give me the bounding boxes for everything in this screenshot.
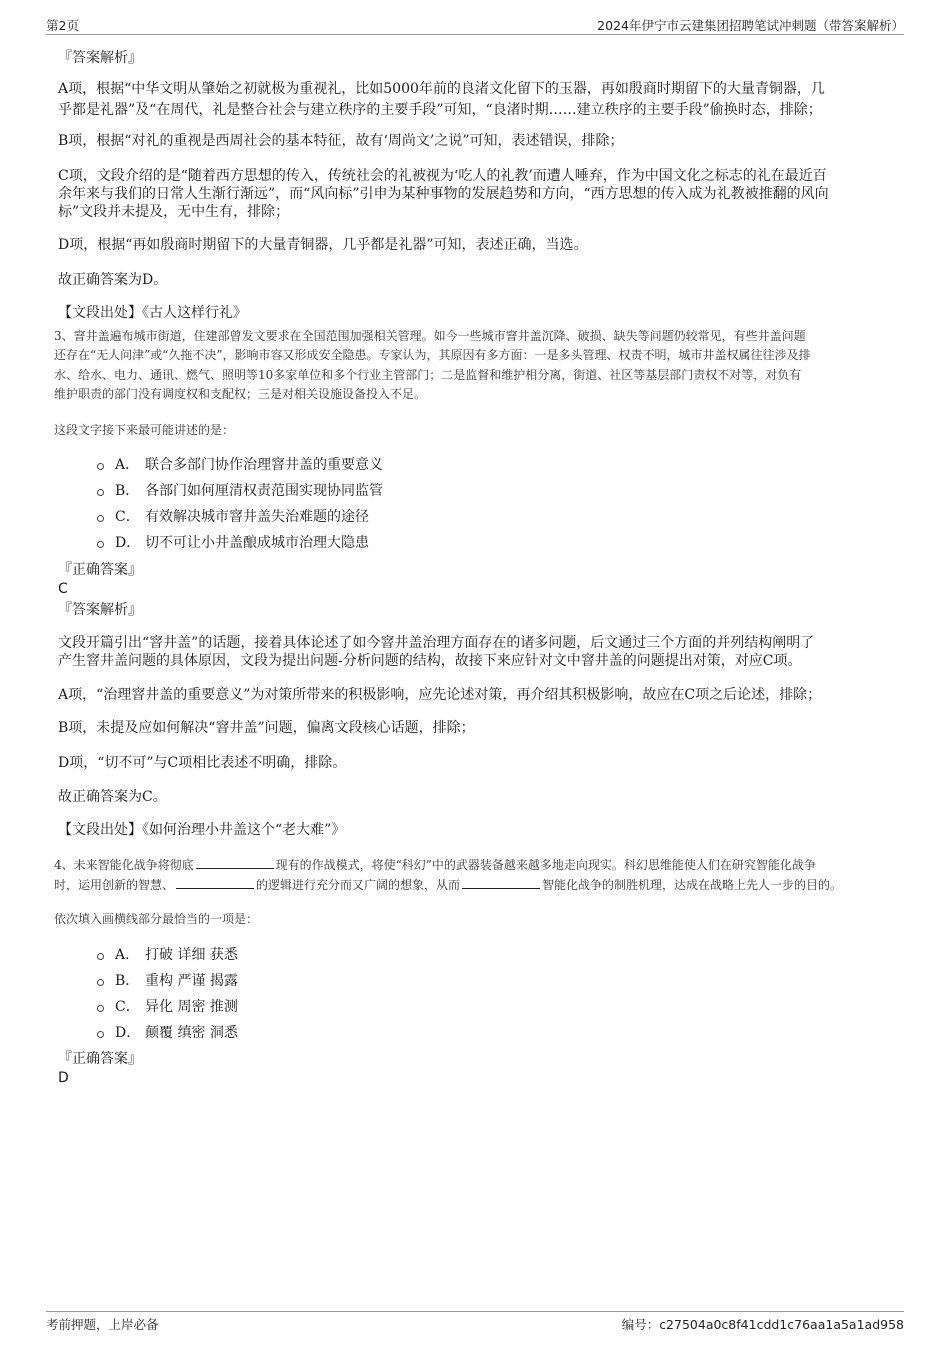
q4-option-d-radio[interactable]: [97, 1031, 104, 1038]
document-title: 2024年伊宁市云建集团招聘笔试冲刺题（带答案解析）: [597, 18, 904, 33]
q4-stem-text: 4、未来智能化战争将彻底: [54, 858, 194, 872]
q4-option-d-letter: D．: [115, 1025, 141, 1041]
q3-answer-heading: 『正确答案』: [58, 562, 142, 578]
q4-option-b-letter: B．: [115, 973, 140, 989]
q3-option-c-radio[interactable]: [97, 515, 104, 522]
q3-option-b-radio[interactable]: [97, 489, 104, 496]
q4-blank-2: [176, 876, 254, 889]
q3-stem-line-4: 维护职责的部门没有调度权和支配权；三是对相关设施设备投入不足。: [54, 387, 427, 401]
q2-analysis-c-line-3: 标”文段并未提及，无中生有，排除；: [58, 204, 290, 220]
q2-conclusion: 故正确答案为D。: [58, 272, 168, 288]
q4-answer: D: [58, 1070, 69, 1086]
q3-stem-line-3: 水、给水、电力、通讯、燃气、照明等10多家单位和多个行业主管部门；二是监督和维护相分离，街道、社区等基层部门责权不对等，对负有: [54, 368, 802, 382]
q3-conclusion: 故正确答案为C。: [58, 789, 167, 805]
page-footer: [46, 1311, 904, 1334]
document-code: 编号：c27504a0c8f41cdd1c76aa1a5a1ad958: [621, 1317, 904, 1332]
q4-option-b-text: 重构 严谨 揭露: [145, 973, 238, 989]
q2-analysis-b: B项，根据“对礼的重视是西周社会的基本特征，故有‘周尚文’之说”可知，表述错误，排除；: [58, 133, 624, 149]
page-number: 第2页: [46, 18, 79, 33]
q4-option-c-text: 异化 周密 推测: [145, 999, 238, 1015]
q4-blank-1: [196, 856, 274, 869]
q3-option-d-letter: D．: [115, 535, 141, 551]
q4-options: [96, 945, 596, 1045]
q4-blank-3: [462, 876, 540, 889]
q3-analysis-d: D项，“切不可”与C项相比表述不明确，排除。: [58, 755, 347, 771]
q4-stem-text: 智能化战争的制胜机理，达成在战略上先人一步的目的。: [542, 878, 843, 892]
page-header: [46, 14, 904, 35]
q3-option-d-radio[interactable]: [97, 541, 104, 548]
q4-option-a-text: 打破 详细 获悉: [145, 947, 238, 963]
q3-analysis-a: A项，“治理窨井盖的重要意义”为对策所带来的积极影响，应先论述对策，再介绍其积极影响，故应在C项之后论述，排除；: [58, 687, 822, 703]
q3-option-c-letter: C．: [115, 509, 140, 525]
q3-prompt: 这段文字接下来最可能讲述的是：: [54, 423, 235, 437]
q3-option-b-letter: B．: [115, 483, 140, 499]
q4-option-c-letter: C．: [115, 999, 140, 1015]
q4-option-a-letter: A．: [115, 947, 140, 963]
q3-answer: C: [58, 581, 68, 597]
q3-stem-line-2: 还存在“无人问津”或“久拖不决”，影响市容又形成安全隐患。专家认为，其原因有多方面：一是多头管理、权责不明，城市井盖权属往往涉及排: [54, 348, 811, 362]
q3-analysis-line-1: 文段开篇引出“窨井盖”的话题，接着具体论述了如今窨井盖治理方面存在的诸多问题，后文通过三个方面的并列结构阐明了: [58, 635, 815, 651]
q3-option-a-radio[interactable]: [97, 463, 104, 470]
q3-option-a-letter: A．: [115, 457, 140, 473]
q4-option-c-radio[interactable]: [97, 1005, 104, 1012]
q3-source: 【文段出处】《如何治理小井盖这个“老大难”》: [58, 822, 346, 838]
q3-analysis-line-2: 产生窨井盖问题的具体原因，文段为提出问题-分析问题的结构，故接下来应针对文中窨井盖的问题提出对策，对应C项。: [58, 653, 802, 669]
q4-stem-line-2: [54, 876, 842, 894]
q2-analysis-d: D项，根据“再如殷商时期留下的大量青铜器，几乎都是礼器”可知，表述正确，当选。: [58, 237, 588, 253]
q4-stem-text: 现有的作战模式，将使“科幻”中的武器装备越来越多地走向现实。科幻思维能使人们在研究智能化战争: [275, 858, 816, 872]
q2-analysis-a-line-1: A项，根据“中华文明从肇始之初就极为重视礼，比如5000年前的良渚文化留下的玉器，再如殷商时期留下的大量青铜器，几: [58, 81, 825, 97]
q2-source: 【文段出处】《古人这样行礼》: [58, 305, 247, 321]
q4-option-a-radio[interactable]: [97, 953, 104, 960]
q2-analysis-heading: 『答案解析』: [58, 50, 142, 66]
q2-analysis-c-line-1: C项，文段介绍的是“随着西方思想的传入，传统社会的礼被视为‘吃人的礼教’而遭人唾弃，作为中国文化之标志的礼在最近百: [58, 168, 827, 184]
q3-option-d-text: 切不可让小井盖酿成城市治理大隐患: [145, 535, 369, 551]
q4-answer-heading: 『正确答案』: [58, 1051, 142, 1067]
q2-analysis-a-line-2: 乎都是礼器”及“在周代，礼是整合社会与建立秩序的主要手段”可知，“良渚时期……建立秩序的主要手段”偷换时态，排除；: [58, 102, 822, 118]
q3-stem-line-1: 3、窨井盖遍布城市街道，住建部曾发文要求在全国范围加强相关管理。如今一些城市窨井盖沉降、破损、缺失等问题仍较常见，有些井盖问题: [54, 329, 806, 343]
q3-option-c-text: 有效解决城市窨井盖失治难题的途径: [145, 509, 369, 525]
q3-option-b-text: 各部门如何厘清权责范围实现协同监管: [145, 483, 383, 499]
q4-stem-text: 的逻辑进行充分而又广阔的想象，从而: [256, 878, 461, 892]
q4-stem-line-1: [54, 856, 816, 874]
q4-option-b-radio[interactable]: [97, 979, 104, 986]
q4-prompt: 依次填入画横线部分最恰当的一项是：: [54, 912, 259, 926]
q3-analysis-heading: 『答案解析』: [58, 602, 142, 618]
q3-options: [96, 455, 596, 555]
q4-option-d-text: 颠覆 缜密 洞悉: [145, 1025, 238, 1041]
q3-analysis-b: B项，未提及应如何解决“窨井盖”问题，偏离文段核心话题，排除；: [58, 720, 475, 736]
footer-slogan: 考前押题，上岸必备: [46, 1317, 159, 1332]
q2-analysis-c-line-2: 余年来与我们的日常人生渐行渐远”，而“风向标”引申为某种事物的发展趋势和方向，“西方思想的传入成为礼教被推翻的风向: [58, 186, 829, 202]
q3-option-a-text: 联合多部门协作治理窨井盖的重要意义: [145, 457, 383, 473]
q4-stem-text: 时，运用创新的智慧、: [54, 878, 175, 892]
